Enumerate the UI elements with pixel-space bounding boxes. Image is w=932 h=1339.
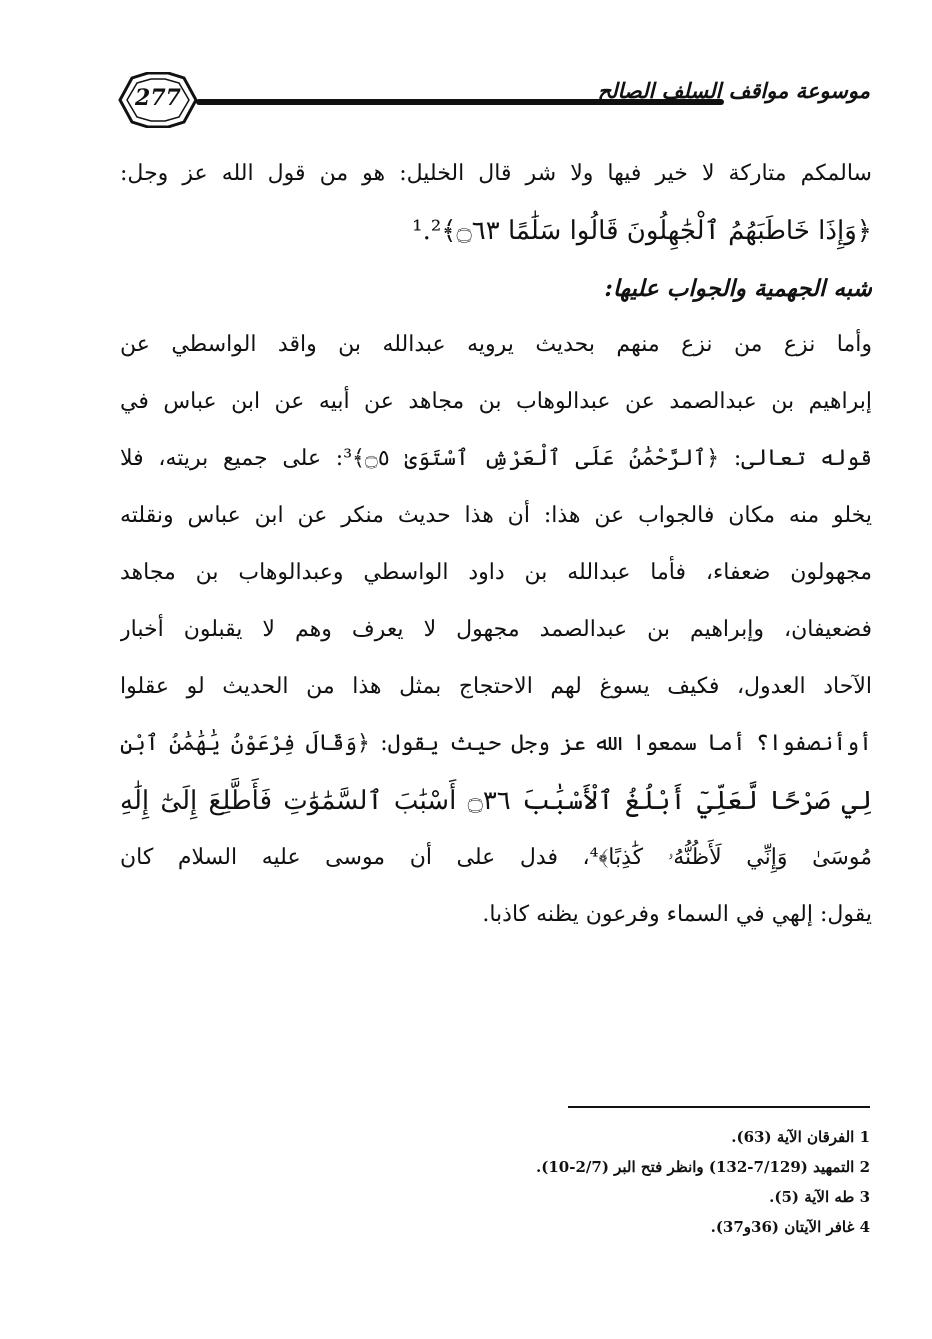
quran-verse-line: ﴿وَإِذَا خَاطَبَهُمُ ٱلْجَٰهِلُونَ قَالُوا سَلَٰمًا ۝٦٣﴾¹.²: [412, 215, 872, 246]
footnote-item: 2 التمهيد (7/129-132) وانظر فتح البر (2/7-10).: [536, 1158, 870, 1176]
main-text: [120, 146, 872, 944]
text-line: يقول: إلهي في السماء وفرعون يظنه كاذبا.: [482, 902, 872, 928]
page-number: 277: [135, 85, 181, 111]
section-heading: شبه الجهمية والجواب عليها:: [604, 274, 872, 302]
footnote-item: 3 طه الآية (5).: [769, 1188, 870, 1206]
footnote-divider: [568, 1106, 870, 1108]
text-line: وأما نزع من نزع منهم بحديث يرويه عبدالله بن واقد الواسطي عن: [120, 332, 872, 358]
series-title: موسوعة مواقف السلف الصالح: [597, 78, 870, 103]
text-line: إبراهيم بن عبدالصمد عن عبدالوهاب بن مجاهد عن أبيه عن ابن عباس في: [120, 389, 872, 415]
text-line: أوأنصفوا؟ أما سمعوا الله عز وجل حيث يقول: ﴿وَقَالَ فِرْعَوْنُ يَٰهَٰمَٰنُ ٱبْنِ: [120, 731, 872, 757]
text-line: مجهولون ضعفاء، فأما عبدالله بن داود الواسطي وعبدالوهاب بن مجاهد: [120, 560, 872, 586]
text-line: قوله تعالى: ﴿ٱلرَّحْمَٰنُ عَلَى ٱلْعَرْشِ ٱسْتَوَىٰ ۝٥﴾³: على جميع بريته، فلا: [120, 446, 872, 472]
page-header: [118, 72, 870, 132]
footnotes: [500, 1122, 870, 1242]
text-line: سالمكم متاركة لا خير فيها ولا شر قال الخليل: هو من قول الله عز وجل:: [120, 161, 872, 187]
text-line: يخلو منه مكان فالجواب عن هذا: أن هذا حديث منكر عن ابن عباس ونقلته: [120, 503, 872, 529]
quran-verse-line: لِي صَرْحًا لَّعَلِّيٓ أَبْلُغُ ٱلْأَسْبَٰبَ ۝٣٦ أَسْبَٰبَ ٱلسَّمَٰوَٰتِ فَأَطَّلِعَ إِلَىٰٓ إِلَٰهِ: [120, 785, 872, 816]
text-line: فضعيفان، وإبراهيم بن عبدالصمد مجهول لا يعرف وهم لا يقبلون أخبار: [120, 617, 872, 643]
page-number-badge: [118, 72, 198, 128]
text-line: مُوسَىٰ وَإِنِّي لَأَظُنُّهُۥ كَٰذِبًا﴾⁴، فدل على أن موسى عليه السلام كان: [120, 845, 872, 871]
text-line: الآحاد العدول، فكيف يسوغ لهم الاحتجاج بمثل هذا من الحديث لو عقلوا: [120, 674, 872, 700]
footnote-item: 4 غافر الآيتان (36و37).: [710, 1218, 870, 1236]
footnote-item: 1 الفرقان الآية (63).: [731, 1128, 870, 1146]
